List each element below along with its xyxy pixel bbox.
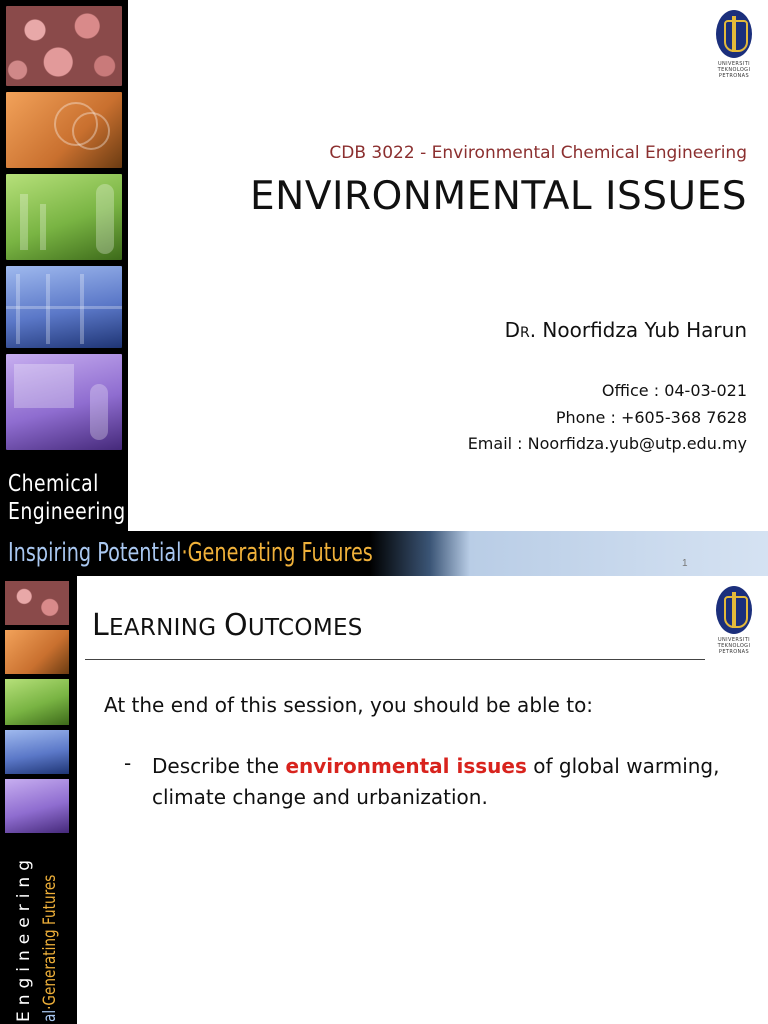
lab-worker-photo xyxy=(6,174,122,260)
utp-emblem-icon xyxy=(716,586,752,634)
slide-title: LEARNING OUTCOMES xyxy=(92,608,363,643)
office-info: Office : 04-03-021 xyxy=(601,381,747,400)
tagline-banner xyxy=(0,531,768,576)
course-title: CDB 3022 - Environmental Chemical Engineering xyxy=(329,143,747,163)
slide-number: 1 xyxy=(682,558,688,569)
learning-outcome-item: Describe the environmental issues of global warming, climate change and urbanization. xyxy=(152,754,720,809)
slide-title: ENVIRONMENTAL ISSUES xyxy=(250,174,747,219)
title-divider xyxy=(85,659,705,660)
vertical-tagline: Engineering al·Generating Futures xyxy=(14,854,60,1022)
intro-text: At the end of this session, you should be able to: xyxy=(104,693,594,717)
highlighted-term: environmental issues xyxy=(285,754,527,778)
utp-logo: UNIVERSITI TEKNOLOGI PETRONAS xyxy=(714,10,754,79)
cells-photo xyxy=(6,6,122,86)
email-info: Email : Noorfidza.yub@utp.edu.my xyxy=(467,434,747,453)
phone-info: Phone : +605-368 7628 xyxy=(555,407,747,427)
photo-strip xyxy=(0,576,77,1024)
chemical-engineering-label: Chemical Engineering xyxy=(8,471,126,525)
contact-info xyxy=(468,378,747,458)
presenter-name: DR. Noorfidza Yub Harun xyxy=(504,318,747,342)
utp-emblem-icon xyxy=(716,10,752,58)
researcher-photo xyxy=(6,354,122,450)
learning-outcomes-slide xyxy=(0,576,768,1024)
photo-strip xyxy=(0,0,128,531)
plant-photo xyxy=(6,266,122,348)
utp-logo: UNIVERSITI TEKNOLOGI PETRONAS xyxy=(714,586,754,655)
lab-equipment-photo xyxy=(6,92,122,168)
tagline: Inspiring Potential·Generating Futures xyxy=(8,538,373,568)
bullet-marker: - xyxy=(124,751,132,775)
